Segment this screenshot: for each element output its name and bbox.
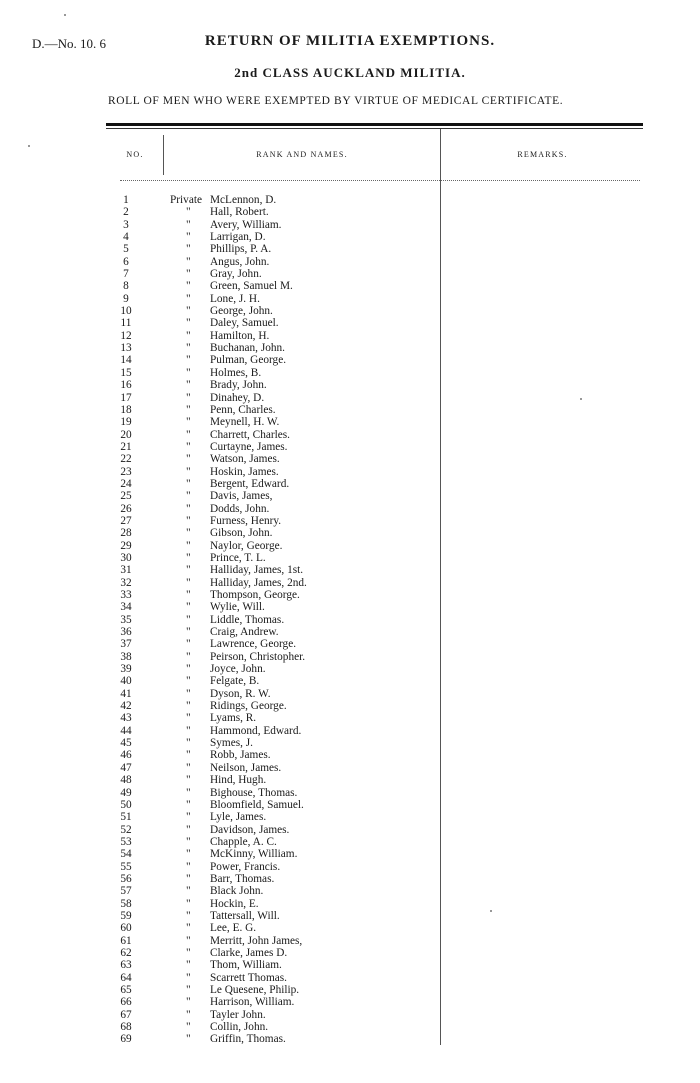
row-number: 2 — [123, 206, 129, 219]
row-name: Hamilton, H. — [210, 329, 270, 342]
row-rank-ditto: " — [186, 749, 191, 762]
row-number: 7 — [123, 268, 129, 281]
row-number: 25 — [120, 490, 132, 503]
row-rank-ditto: " — [186, 786, 191, 799]
row-rank-ditto: " — [186, 292, 191, 305]
table-row — [106, 503, 440, 515]
table-row — [106, 996, 440, 1008]
row-name: Buchanan, John. — [210, 342, 285, 355]
row-rank-ditto: " — [186, 934, 191, 947]
row-number: 60 — [120, 922, 132, 935]
row-number: 37 — [120, 638, 132, 651]
row-name: Hoskin, James. — [210, 465, 279, 478]
row-name: Angus, John. — [210, 255, 270, 268]
row-rank-ditto: " — [186, 453, 191, 466]
row-rank-ditto: " — [186, 551, 191, 564]
row-name: Dinahey, D. — [210, 391, 265, 404]
row-number: 10 — [120, 305, 132, 318]
row-rank-ditto: " — [186, 1021, 191, 1034]
table-row — [106, 601, 440, 613]
row-name: Thom, William. — [210, 959, 282, 972]
row-rank-ditto: " — [186, 514, 191, 527]
header-rule-thin — [106, 128, 643, 129]
row-name: Lawrence, George. — [210, 638, 297, 651]
row-name: Scarrett Thomas. — [210, 971, 287, 984]
table-row — [106, 206, 440, 218]
row-number: 50 — [120, 798, 132, 811]
table-row — [106, 799, 440, 811]
row-name: Green, Samuel M. — [210, 280, 293, 293]
row-number: 16 — [120, 379, 132, 392]
row-rank-ditto: " — [186, 971, 191, 984]
row-number: 53 — [120, 835, 132, 848]
row-number: 5 — [123, 243, 129, 256]
row-number: 19 — [120, 416, 132, 429]
row-rank-ditto: " — [186, 342, 191, 355]
row-number: 65 — [120, 984, 132, 996]
row-number: 27 — [120, 514, 132, 527]
row-rank-ditto: " — [186, 576, 191, 589]
row-name: Wylie, Will. — [210, 601, 265, 614]
row-name: Robb, James. — [210, 749, 271, 762]
table-row — [106, 231, 440, 243]
paper-speck — [580, 398, 582, 400]
row-number: 13 — [120, 342, 132, 355]
row-number: 39 — [120, 663, 132, 676]
row-rank-ditto: " — [186, 996, 191, 1009]
row-rank-ditto: " — [186, 206, 191, 219]
column-divider-remarks — [440, 129, 441, 1045]
row-name: Curtayne, James. — [210, 440, 288, 453]
table-row — [106, 527, 440, 539]
table-row — [106, 749, 440, 761]
header-rule-thick — [106, 123, 643, 126]
row-name: Pulman, George. — [210, 354, 287, 367]
row-rank-ditto: " — [186, 243, 191, 256]
row-rank-ditto: " — [186, 218, 191, 231]
row-rank-ditto: " — [186, 638, 191, 651]
row-name: Bergent, Edward. — [210, 477, 290, 490]
row-rank-ditto: " — [186, 354, 191, 367]
row-name: Phillips, P. A. — [210, 243, 272, 256]
table-row — [106, 441, 440, 453]
row-rank-ditto: " — [186, 737, 191, 750]
row-rank-ditto: " — [186, 909, 191, 922]
table-row — [106, 836, 440, 848]
table-row — [106, 848, 440, 860]
table-row — [106, 787, 440, 799]
row-name: Lee, E. G. — [210, 922, 257, 935]
row-name: Gibson, John. — [210, 527, 273, 540]
row-number: 29 — [120, 539, 132, 552]
row-number: 69 — [120, 1033, 132, 1046]
row-rank-ditto: " — [186, 317, 191, 330]
paper-speck — [64, 14, 66, 16]
table-row — [106, 194, 440, 206]
row-rank-ditto: " — [186, 231, 191, 244]
row-name: Davidson, James. — [210, 823, 290, 836]
row-number: 42 — [120, 700, 132, 713]
row-rank-ditto: " — [186, 712, 191, 725]
row-number: 3 — [123, 218, 129, 231]
row-rank-ditto: " — [186, 416, 191, 429]
table-row — [106, 922, 440, 934]
table-row — [106, 478, 440, 490]
row-name: Hockin, E. — [210, 897, 259, 910]
row-name: Larrigan, D. — [210, 231, 266, 244]
table-row — [106, 737, 440, 749]
row-name: Naylor, George. — [210, 539, 283, 552]
table-row — [106, 354, 440, 366]
row-rank-ditto: " — [186, 329, 191, 342]
table-row — [106, 453, 440, 465]
row-number: 54 — [120, 848, 132, 861]
table-row — [106, 959, 440, 971]
row-name: Watson, James. — [210, 453, 280, 466]
row-name: Thompson, George. — [210, 589, 300, 601]
row-number: 52 — [120, 823, 132, 836]
table-row — [106, 379, 440, 391]
row-rank-ditto: " — [186, 305, 191, 318]
table-row — [106, 824, 440, 836]
row-rank-ditto: " — [186, 391, 191, 404]
row-number: 9 — [123, 292, 129, 305]
row-rank-ditto: " — [186, 379, 191, 392]
row-rank-ditto: " — [186, 527, 191, 540]
row-name: Chapple, A. C. — [210, 835, 277, 848]
row-rank-ditto: " — [186, 848, 191, 861]
header-dotted-rule — [120, 180, 640, 181]
row-number: 32 — [120, 576, 132, 589]
table-row — [106, 1033, 440, 1045]
table-row — [106, 700, 440, 712]
row-rank-ditto: " — [186, 564, 191, 577]
table-row — [106, 614, 440, 626]
table-row — [106, 712, 440, 724]
table-row — [106, 935, 440, 947]
row-rank-ditto: " — [186, 663, 191, 676]
row-number: 67 — [120, 1008, 132, 1021]
row-rank-ditto: " — [186, 502, 191, 515]
row-rank-ditto: " — [186, 428, 191, 441]
row-number: 30 — [120, 551, 132, 564]
row-name: Neilson, James. — [210, 761, 282, 774]
row-number: 15 — [120, 366, 132, 379]
row-rank-ditto: " — [186, 984, 191, 996]
row-rank-ditto: " — [186, 724, 191, 737]
row-number: 56 — [120, 872, 132, 885]
row-number: 33 — [120, 589, 132, 601]
row-rank-ditto: " — [186, 761, 191, 774]
table-row — [106, 552, 440, 564]
table-row — [106, 330, 440, 342]
table-row — [106, 638, 440, 650]
row-name: Davis, James, — [210, 490, 273, 503]
row-name: Avery, William. — [210, 218, 282, 231]
table-row — [106, 577, 440, 589]
row-name: Symes, J. — [210, 737, 253, 750]
table-row — [106, 774, 440, 786]
row-number: 24 — [120, 477, 132, 490]
table-row — [106, 243, 440, 255]
row-number: 12 — [120, 329, 132, 342]
table-row — [106, 305, 440, 317]
row-number: 45 — [120, 737, 132, 750]
row-number: 6 — [123, 255, 129, 268]
row-number: 57 — [120, 885, 132, 898]
row-rank-ditto: " — [186, 1008, 191, 1021]
row-name: Hall, Robert. — [210, 206, 269, 219]
row-name: McLennon, D. — [210, 194, 277, 206]
row-rank-ditto: " — [186, 626, 191, 639]
table-row — [106, 1009, 440, 1021]
row-name: Le Quesene, Philip. — [210, 984, 300, 996]
row-rank-ditto: " — [186, 811, 191, 824]
row-name: Power, Francis. — [210, 860, 281, 873]
row-name: Bighouse, Thomas. — [210, 786, 298, 799]
table-row — [106, 416, 440, 428]
row-name: Bloomfield, Samuel. — [210, 798, 304, 811]
row-number: 8 — [123, 280, 129, 293]
row-number: 21 — [120, 440, 132, 453]
row-rank-ditto: " — [186, 860, 191, 873]
row-rank-ditto: " — [186, 1033, 191, 1046]
row-rank-ditto: " — [186, 823, 191, 836]
row-rank-ditto: " — [186, 268, 191, 281]
row-name: Tayler John. — [210, 1008, 266, 1021]
table-row — [106, 651, 440, 663]
row-name: Lyams, R. — [210, 712, 257, 725]
row-rank: Private — [170, 194, 202, 206]
row-name: Halliday, James, 1st. — [210, 564, 304, 577]
row-name: Felgate, B. — [210, 675, 260, 688]
row-rank-ditto: " — [186, 922, 191, 935]
row-name: Charrett, Charles. — [210, 428, 290, 441]
row-number: 34 — [120, 601, 132, 614]
table-row — [106, 861, 440, 873]
row-number: 18 — [120, 403, 132, 416]
row-rank-ditto: " — [186, 601, 191, 614]
row-number: 31 — [120, 564, 132, 577]
row-name: Ridings, George. — [210, 700, 287, 713]
paper-speck — [490, 910, 492, 912]
row-number: 23 — [120, 465, 132, 478]
row-rank-ditto: " — [186, 255, 191, 268]
row-name: Griffin, Thomas. — [210, 1033, 286, 1046]
row-number: 1 — [123, 194, 129, 206]
row-name: Barr, Thomas. — [210, 872, 275, 885]
row-rank-ditto: " — [186, 490, 191, 503]
row-rank-ditto: " — [186, 897, 191, 910]
table-row — [106, 367, 440, 379]
table-row — [106, 280, 440, 292]
table-row — [106, 910, 440, 922]
table-row — [106, 219, 440, 231]
table-row — [106, 1021, 440, 1033]
row-name: Hind, Hugh. — [210, 774, 267, 787]
row-number: 26 — [120, 502, 132, 515]
row-name: Tattersall, Will. — [210, 909, 280, 922]
row-name: Collin, John. — [210, 1021, 269, 1034]
page-title: RETURN OF MILITIA EXEMPTIONS. — [204, 33, 496, 49]
row-name: Furness, Henry. — [210, 514, 282, 527]
row-number: 62 — [120, 946, 132, 959]
row-rank-ditto: " — [186, 477, 191, 490]
table-row — [106, 256, 440, 268]
row-rank-ditto: " — [186, 589, 191, 601]
page-reference: D.—No. 10. 6 — [32, 36, 107, 51]
row-name: Joyce, John. — [210, 663, 266, 676]
table-row — [106, 947, 440, 959]
row-name: Peirson, Christopher. — [210, 650, 306, 663]
row-number: 44 — [120, 724, 132, 737]
table-row — [106, 293, 440, 305]
row-name: Hammond, Edward. — [210, 724, 302, 737]
table-row — [106, 392, 440, 404]
row-name: Halliday, James, 2nd. — [210, 576, 307, 589]
row-name: McKinny, William. — [210, 848, 298, 861]
column-divider-no — [163, 135, 164, 175]
table-row — [106, 811, 440, 823]
row-name: Black John. — [210, 885, 264, 898]
row-name: Dodds, John. — [210, 502, 270, 515]
row-number: 64 — [120, 971, 132, 984]
row-name: Liddle, Thomas. — [210, 613, 285, 626]
table-row — [106, 885, 440, 897]
roll-table-body — [106, 194, 440, 1046]
paper-speck — [28, 145, 30, 147]
row-name: Lyle, James. — [210, 811, 267, 824]
row-rank-ditto: " — [186, 959, 191, 972]
row-number: 49 — [120, 786, 132, 799]
row-rank-ditto: " — [186, 946, 191, 959]
row-number: 66 — [120, 996, 132, 1009]
column-header-no: NO. — [126, 150, 144, 159]
row-rank-ditto: " — [186, 650, 191, 663]
row-name: George, John. — [210, 305, 273, 318]
table-row — [106, 268, 440, 280]
row-number: 14 — [120, 354, 132, 367]
row-rank-ditto: " — [186, 872, 191, 885]
row-rank-ditto: " — [186, 366, 191, 379]
row-number: 46 — [120, 749, 132, 762]
table-row — [106, 490, 440, 502]
row-number: 48 — [120, 774, 132, 787]
row-number: 4 — [123, 231, 129, 244]
table-row — [106, 515, 440, 527]
row-number: 55 — [120, 860, 132, 873]
row-number: 68 — [120, 1021, 132, 1034]
table-row — [106, 540, 440, 552]
row-name: Meynell, H. W. — [210, 416, 280, 429]
table-row — [106, 317, 440, 329]
table-row — [106, 564, 440, 576]
row-name: Dyson, R. W. — [210, 687, 271, 700]
row-number: 43 — [120, 712, 132, 725]
row-name: Clarke, James D. — [210, 946, 288, 959]
row-rank-ditto: " — [186, 403, 191, 416]
row-rank-ditto: " — [186, 280, 191, 293]
row-rank-ditto: " — [186, 835, 191, 848]
row-rank-ditto: " — [186, 440, 191, 453]
row-rank-ditto: " — [186, 885, 191, 898]
row-number: 22 — [120, 453, 132, 466]
table-row — [106, 984, 440, 996]
table-row — [106, 663, 440, 675]
row-rank-ditto: " — [186, 613, 191, 626]
row-number: 11 — [120, 317, 132, 330]
row-name: Merritt, John James, — [210, 934, 303, 947]
table-row — [106, 725, 440, 737]
row-rank-ditto: " — [186, 774, 191, 787]
column-header-rank-and-names: RANK AND NAMES. — [256, 150, 348, 159]
table-row — [106, 589, 440, 601]
row-number: 63 — [120, 959, 132, 972]
row-name: Craig, Andrew. — [210, 626, 279, 639]
row-number: 40 — [120, 675, 132, 688]
row-rank-ditto: " — [186, 465, 191, 478]
row-name: Holmes, B. — [210, 366, 262, 379]
row-number: 51 — [120, 811, 132, 824]
table-row — [106, 873, 440, 885]
row-number: 28 — [120, 527, 132, 540]
row-rank-ditto: " — [186, 687, 191, 700]
row-rank-ditto: " — [186, 700, 191, 713]
row-number: 58 — [120, 897, 132, 910]
row-number: 47 — [120, 761, 132, 774]
row-rank-ditto: " — [186, 798, 191, 811]
page-subtitle: 2nd CLASS AUCKLAND MILITIA. — [234, 65, 466, 80]
row-number: 20 — [120, 428, 132, 441]
row-number: 17 — [120, 391, 132, 404]
roll-title: ROLL OF MEN WHO WERE EXEMPTED BY VIRTUE OF MEDICAL CERTIFICATE. — [108, 95, 564, 107]
row-number: 59 — [120, 909, 132, 922]
row-name: Prince, T. L. — [210, 551, 266, 564]
table-row — [106, 342, 440, 354]
table-row — [106, 626, 440, 638]
column-header-remarks: REMARKS. — [517, 150, 568, 159]
table-row — [106, 466, 440, 478]
row-rank-ditto: " — [186, 539, 191, 552]
table-row — [106, 762, 440, 774]
row-number: 35 — [120, 613, 132, 626]
table-row — [106, 898, 440, 910]
table-row — [106, 688, 440, 700]
row-number: 61 — [120, 934, 132, 947]
row-name: Gray, John. — [210, 268, 262, 281]
row-name: Brady, John. — [210, 379, 267, 392]
table-row — [106, 429, 440, 441]
row-name: Lone, J. H. — [210, 292, 260, 305]
row-rank-ditto: " — [186, 675, 191, 688]
row-name: Penn, Charles. — [210, 403, 276, 416]
row-number: 41 — [120, 687, 132, 700]
table-row — [106, 972, 440, 984]
row-number: 36 — [120, 626, 132, 639]
row-name: Harrison, William. — [210, 996, 295, 1009]
row-name: Daley, Samuel. — [210, 317, 279, 330]
row-number: 38 — [120, 650, 132, 663]
table-row — [106, 404, 440, 416]
table-row — [106, 675, 440, 687]
